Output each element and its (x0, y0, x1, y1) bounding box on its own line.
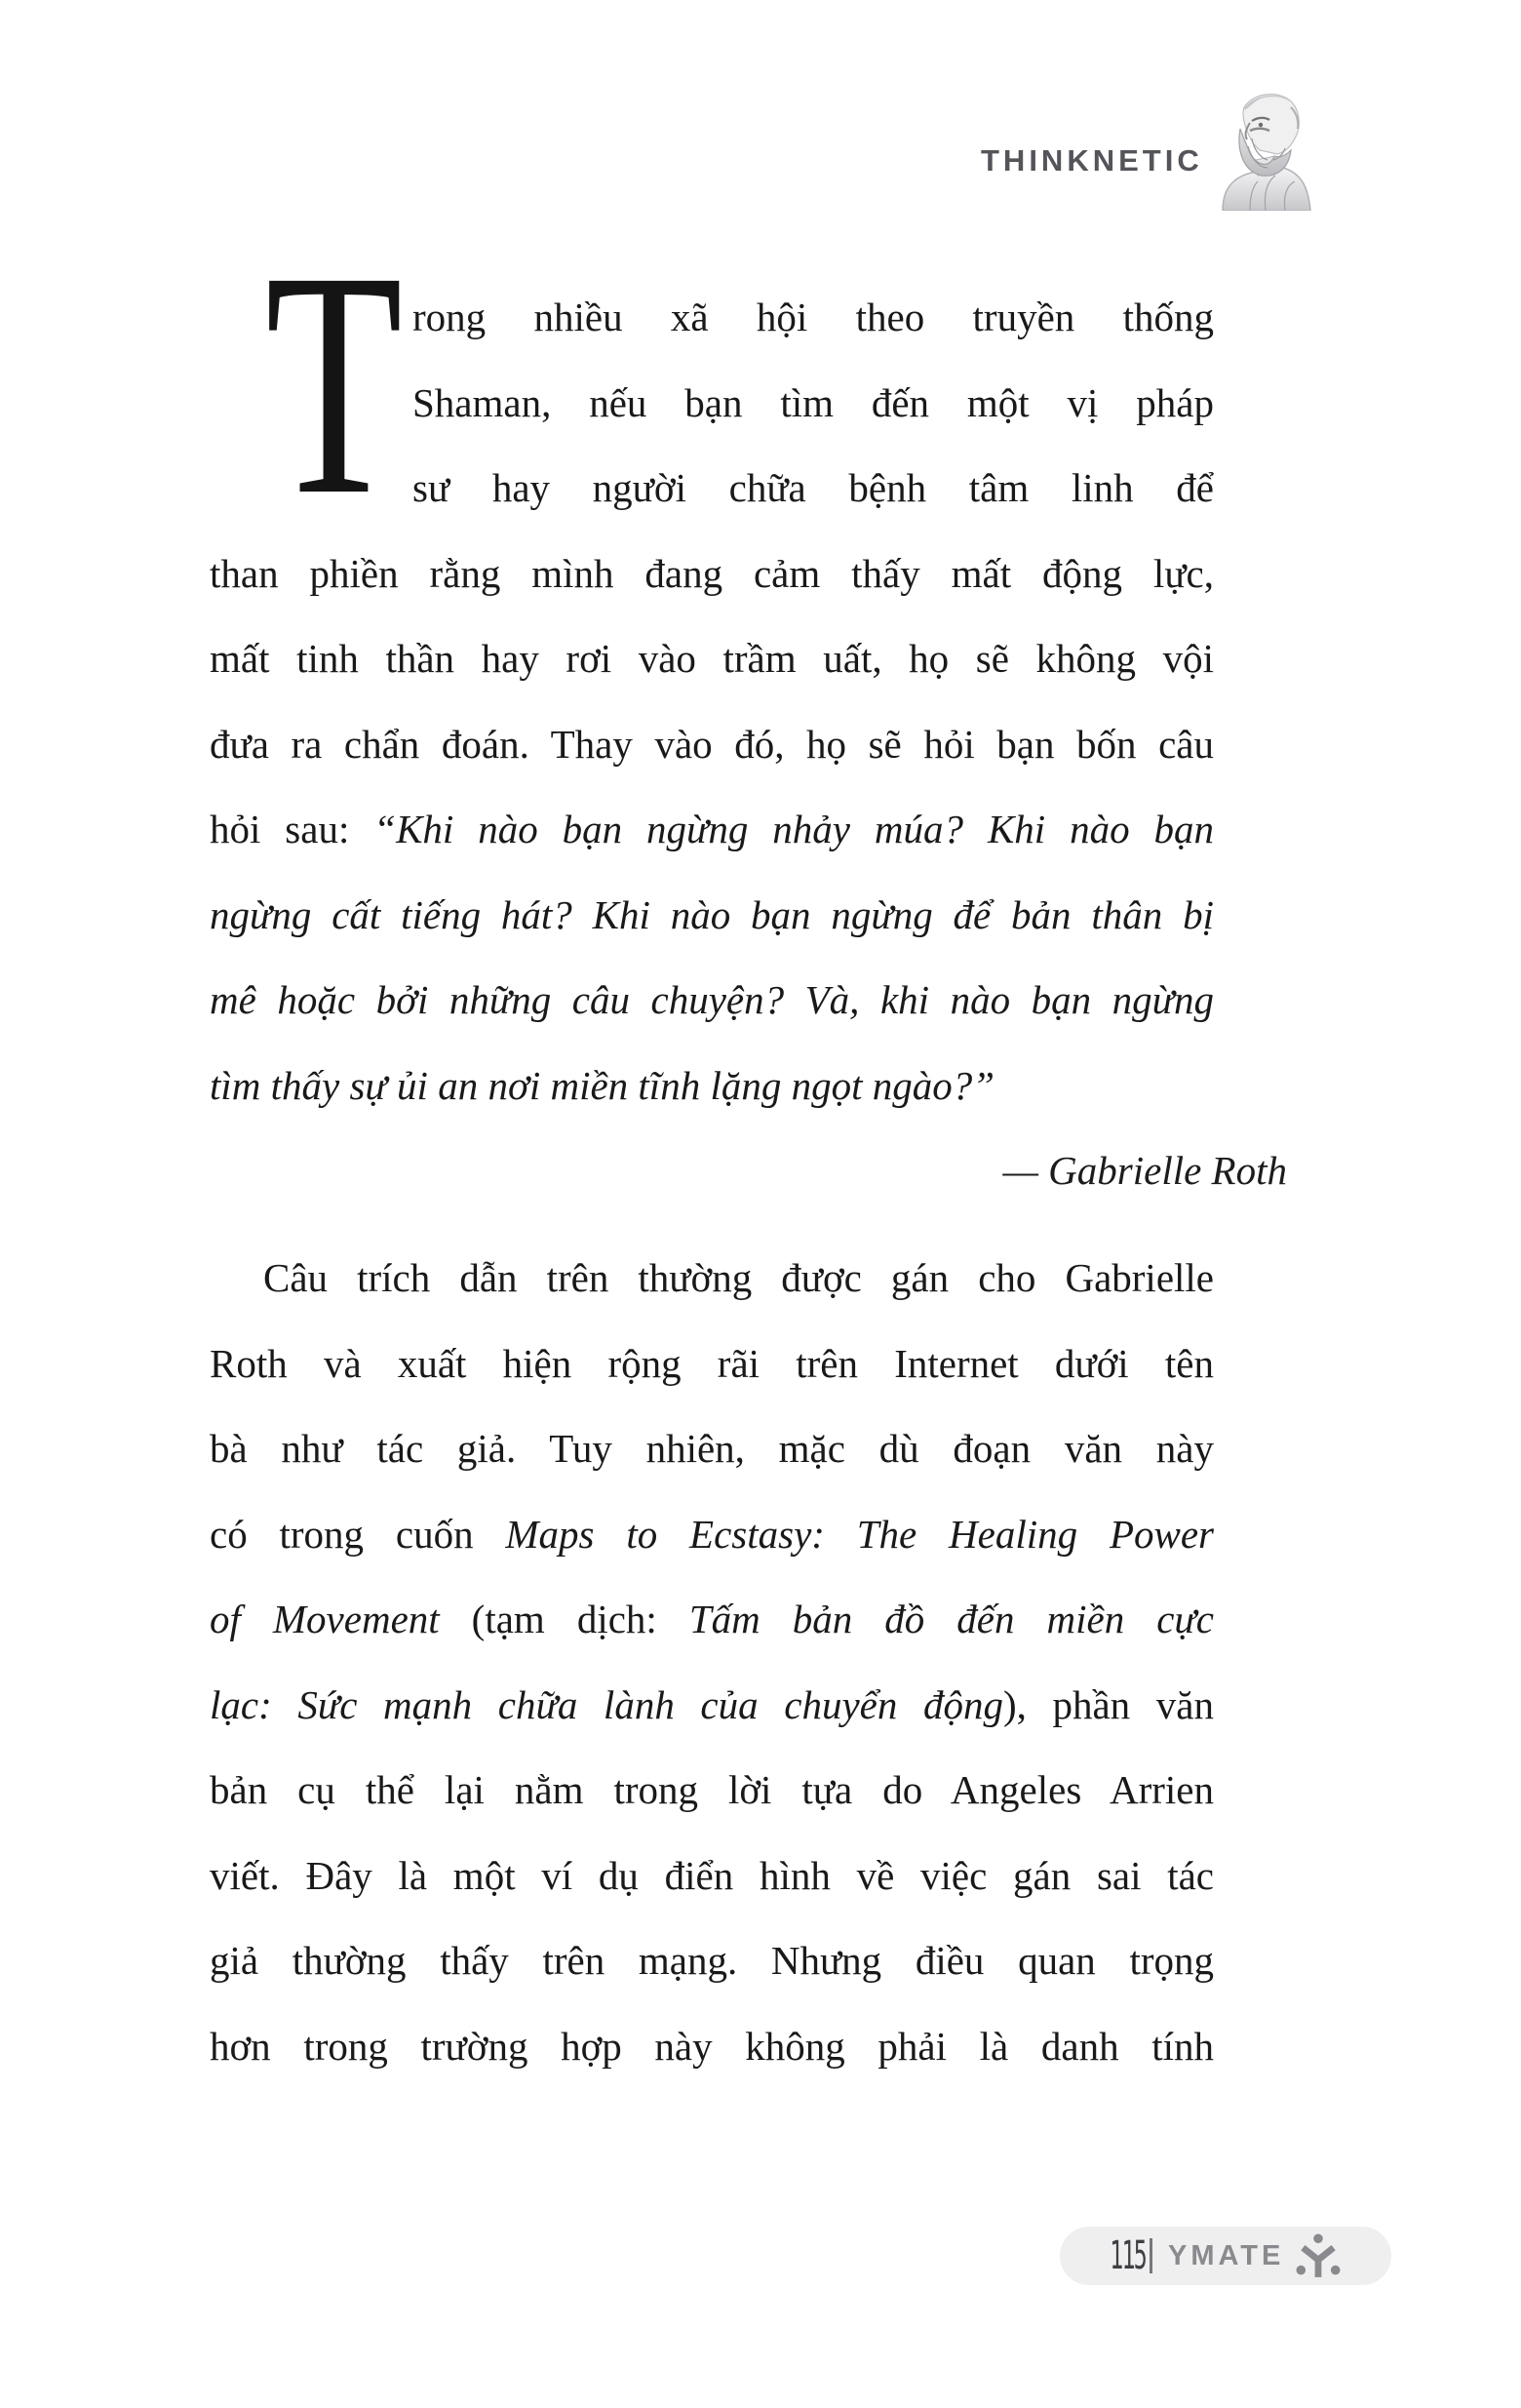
text-line: bà như tác giả. Tuy nhiên, mặc dù đoạn văn này (210, 1426, 1214, 1471)
text-line: tìm thấy sự ủi an nơi miền tĩnh lặng ngọt ngào?” (210, 1062, 995, 1108)
book-title-segment: Maps to Ecstasy: The Healing Power (505, 1511, 1214, 1557)
quote-italic-segment: “Khi nào bạn ngừng nhảy múa? Khi nào bạn (373, 807, 1214, 851)
text-line (210, 1492, 1214, 1578)
opening-quote-paragraph (210, 275, 1214, 1128)
book-title-segment: lạc: Sức mạnh chữa lành của chuyển động (210, 1681, 1003, 1727)
body-paragraph (210, 1236, 1214, 2089)
text-line: giả thường thấy trên mạng. Nhưng điều quan trọng (210, 1938, 1214, 1983)
drop-cap: T (265, 206, 404, 562)
socrates-portrait-image (1205, 88, 1312, 211)
footer-brand: YMATE (1168, 2239, 1285, 2271)
text-line: đưa ra chẩn đoán. Thay vào đó, họ sẽ hỏi bạn bốn câu (210, 721, 1214, 767)
text-line: mất tinh thần hay rơi vào trầm uất, họ sẽ không vội (210, 636, 1214, 681)
text-line: ngừng cất tiếng hát? Khi nào bạn ngừng để bản thân bị (210, 891, 1214, 937)
text-segment: có trong cuốn (210, 1511, 506, 1557)
text-line: viết. Đây là một ví dụ điển hình về việc gán sai tác (210, 1852, 1214, 1898)
text-line: bản cụ thể lại nằm trong lời tựa do Angeles Arrien (210, 1767, 1214, 1812)
text-line: rong nhiều xã hội theo truyền thống (412, 295, 1214, 339)
text-line (210, 787, 1214, 873)
footer-page-badge (1060, 2227, 1391, 2285)
footer-divider (1150, 2238, 1152, 2273)
text-line: than phiền rằng mình đang cảm thấy mất động lực, (210, 550, 1214, 596)
page-number: 115 (1110, 2233, 1146, 2278)
text-line: sư hay người chữa bệnh tâm linh để (412, 465, 1214, 510)
text-line (210, 1577, 1214, 1663)
ymate-logo-icon (1294, 2231, 1343, 2280)
text-line: mê hoặc bởi những câu chuyện? Và, khi nào bạn ngừng (210, 977, 1214, 1022)
quote-attribution: — Gabrielle Roth (1002, 1148, 1287, 1193)
book-title-segment: Tấm bản đồ đến miền cực (688, 1597, 1214, 1641)
text-line: Shaman, nếu bạn tìm đến một vị pháp (412, 379, 1214, 425)
text-line: Câu trích dẫn trên thường được gán cho Gabrielle (263, 1255, 1214, 1300)
text-segment: hỏi sau: (210, 807, 374, 851)
brand-wordmark: THINKNETIC (981, 143, 1203, 178)
book-title-segment: of Movement (210, 1597, 440, 1641)
text-line (210, 1663, 1214, 1749)
text-segment: ), phần văn (1002, 1681, 1214, 1727)
socrates-portrait-icon (1205, 88, 1312, 211)
text-segment: (tạm dịch: (439, 1597, 689, 1641)
text-line: Roth và xuất hiện rộng rãi trên Internet dưới tên (210, 1340, 1214, 1386)
text-line: hơn trong trường hợp này không phải là danh tính (210, 2023, 1214, 2069)
